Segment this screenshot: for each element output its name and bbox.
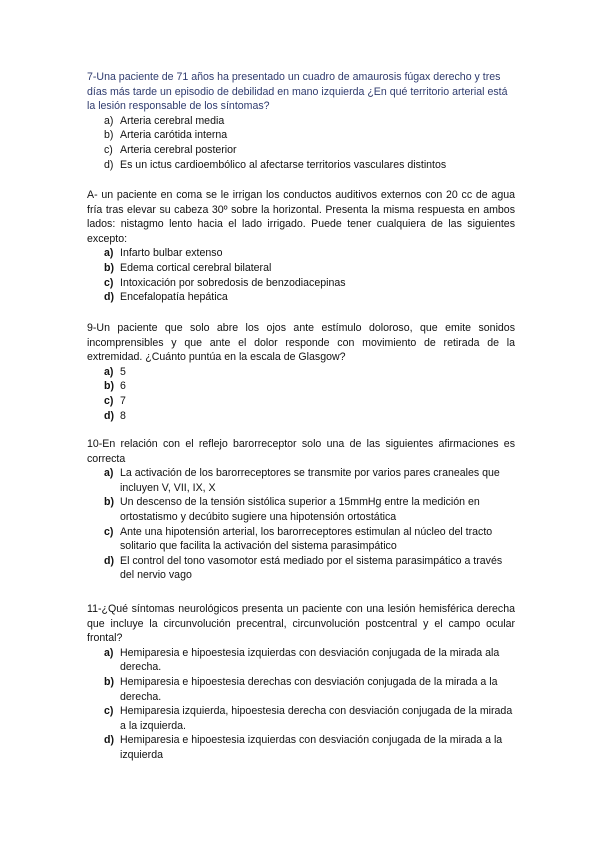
option-text: Arteria cerebral posterior bbox=[120, 143, 237, 156]
option-list bbox=[87, 114, 515, 172]
question-9 bbox=[87, 321, 515, 423]
option-item bbox=[87, 276, 515, 291]
option-text: Edema cortical cerebral bilateral bbox=[120, 261, 272, 274]
option-item bbox=[87, 554, 515, 583]
option-text: Hemiparesia e hipoestesia izquierdas con desviación conjugada de la mirada a la izquierda bbox=[120, 734, 503, 761]
option-marker: a) bbox=[104, 646, 114, 659]
option-item bbox=[87, 675, 515, 704]
question-11 bbox=[87, 602, 515, 763]
question-stem: 10-En relación con el reflejo barorreceptor solo una de las siguientes afirmaciones es correcta bbox=[87, 438, 515, 465]
option-item bbox=[87, 114, 515, 129]
question-stem: 11-¿Qué síntomas neurológicos presenta un paciente con una lesión hemisférica derecha que incluye la circunvolución precentral, circunvolución postcentral y el campo ocular frontal? bbox=[87, 603, 515, 645]
option-marker: b) bbox=[104, 380, 114, 393]
option-text: Hemiparesia izquierda, hipoestesia derecha con desviación conjugada de la mirada a la izquierda. bbox=[120, 705, 513, 732]
question-stem: 7-Una paciente de 71 años ha presentado un cuadro de amaurosis fúgax derecho y tres días más tarde un episodio de debilidad en mano izquierda ¿En qué territorio arterial está la lesión responsable de los síntomas? bbox=[87, 71, 508, 113]
option-marker: d) bbox=[104, 291, 114, 304]
option-item bbox=[87, 733, 515, 762]
question-stem: A- un paciente en coma se le irrigan los conductos auditivos externos con 20 cc de agua fría tras elevar su cabeza 30º sobre la horizontal. Presenta la misma respuesta en ambos lados: nistagmo lento hacia el lado irrigado. Puede tener cualquiera de las siguientes excepto: bbox=[87, 189, 515, 245]
option-marker: d) bbox=[104, 409, 114, 422]
option-text: Es un ictus cardioembólico al afectarse territorios vasculares distintos bbox=[120, 158, 447, 171]
option-marker: b) bbox=[104, 261, 114, 274]
option-list bbox=[87, 246, 515, 304]
option-marker: d) bbox=[104, 158, 114, 171]
option-marker: b) bbox=[104, 129, 114, 142]
option-item bbox=[87, 158, 515, 173]
option-text: Infarto bulbar extenso bbox=[120, 247, 223, 260]
option-marker: a) bbox=[104, 114, 114, 127]
option-text: 5 bbox=[120, 365, 126, 378]
option-marker: b) bbox=[104, 675, 114, 688]
option-text: Intoxicación por sobredosis de benzodiacepinas bbox=[120, 276, 346, 289]
option-marker: a) bbox=[104, 467, 114, 480]
option-text: 7 bbox=[120, 394, 126, 407]
option-text: Un descenso de la tensión sistólica superior a 15mmHg entre la medición en ortostatismo y decúbito sugiere una hipotensión ortostática bbox=[120, 496, 480, 523]
option-item bbox=[87, 379, 515, 394]
option-text: Ante una hipotensión arterial, los barorreceptores estimulan al núcleo del tracto solitario que facilita la activación del sistema parasimpático bbox=[120, 525, 493, 553]
option-item bbox=[87, 525, 515, 554]
option-marker: c) bbox=[104, 525, 114, 538]
option-marker: c) bbox=[104, 705, 114, 718]
option-text: El control del tono vasomotor está mediado por el sistema parasimpático a través del nervio vago bbox=[120, 554, 503, 582]
option-item bbox=[87, 261, 515, 276]
option-text: Hemiparesia e hipoestesia izquierdas con desviación conjugada de la mirada ala derecha. bbox=[120, 646, 500, 674]
question-a bbox=[87, 188, 515, 305]
option-item bbox=[87, 704, 515, 733]
option-item bbox=[87, 143, 515, 158]
option-text: Arteria cerebral media bbox=[120, 114, 225, 127]
option-list bbox=[87, 365, 515, 423]
option-item bbox=[87, 409, 515, 424]
option-item bbox=[87, 646, 515, 675]
option-marker: d) bbox=[104, 734, 114, 747]
question-10 bbox=[87, 437, 515, 583]
option-marker: c) bbox=[104, 394, 114, 407]
option-marker: c) bbox=[104, 276, 114, 289]
option-text: La activación de los barorreceptores se transmite por varios pares craneales que incluyen V, VII, IX, X bbox=[120, 467, 500, 494]
option-item bbox=[87, 495, 515, 524]
option-text: 6 bbox=[120, 380, 126, 393]
option-item bbox=[87, 466, 515, 495]
option-text: Arteria carótida interna bbox=[120, 129, 228, 142]
option-marker: c) bbox=[104, 143, 113, 156]
option-item bbox=[87, 290, 515, 305]
option-item bbox=[87, 394, 515, 409]
question-stem: 9-Un paciente que solo abre los ojos ante estímulo doloroso, que emite sonidos incomprensibles y que ante el dolor responde con movimiento de retirada de la extremidad. ¿Cuánto puntúa en la escala de Glasgow? bbox=[87, 322, 515, 364]
option-marker: a) bbox=[104, 247, 114, 260]
option-item bbox=[87, 246, 515, 261]
option-marker: d) bbox=[104, 554, 114, 567]
option-marker: a) bbox=[104, 365, 114, 378]
question-7 bbox=[87, 70, 515, 172]
option-item bbox=[87, 365, 515, 380]
option-text: 8 bbox=[120, 409, 126, 422]
option-marker: b) bbox=[104, 496, 114, 509]
option-list bbox=[87, 646, 515, 763]
option-text: Encefalopatía hepática bbox=[120, 291, 228, 304]
option-item bbox=[87, 128, 515, 143]
option-text: Hemiparesia e hipoestesia derechas con desviación conjugada de la mirada a la derecha. bbox=[120, 675, 498, 703]
option-list bbox=[87, 466, 515, 583]
